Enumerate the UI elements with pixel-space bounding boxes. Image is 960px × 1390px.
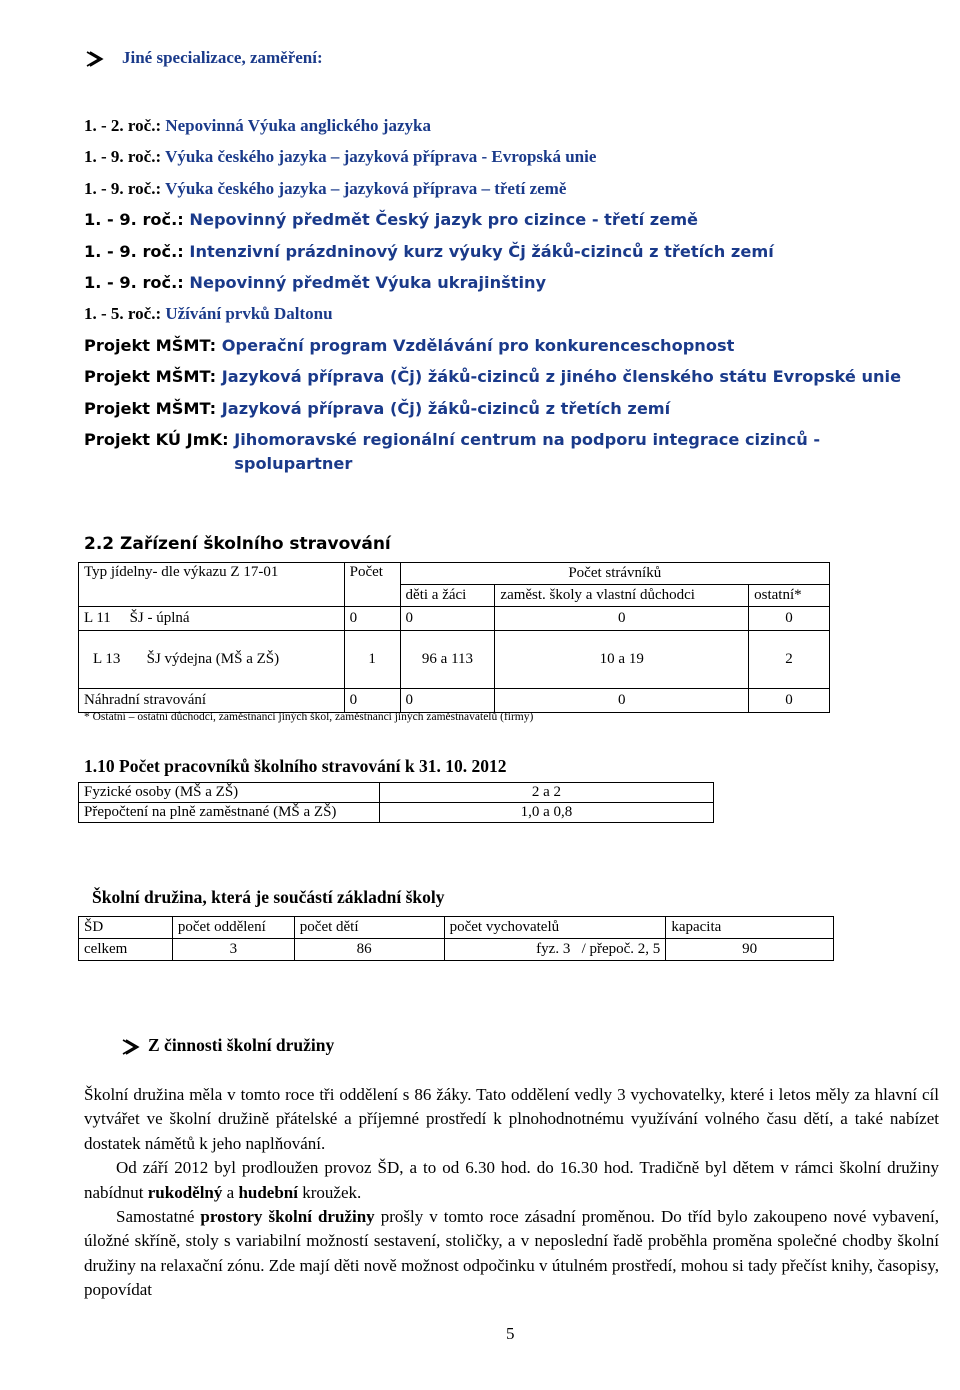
project-item: Projekt MŠMT: Jazyková příprava (Čj) žáků-cizinců z třetích zemí — [84, 398, 671, 418]
table-header-cell: počet oddělení — [172, 917, 294, 939]
section-heading-catering: 2.2 Zařízení školního stravování — [84, 534, 391, 554]
table-cell: 2 — [749, 631, 830, 689]
after-school-table — [78, 916, 834, 961]
table-cell: 96 a 113 — [400, 631, 495, 689]
section-heading-staff: 1.10 Počet pracovníků školního stravování k 31. 10. 2012 — [84, 756, 507, 776]
table-row — [79, 939, 834, 961]
table-cell: Fyzické osoby (MŠ a ZŠ) — [79, 783, 380, 803]
list-item: 1. - 9. roč.: Výuka českého jazyka – jazyková příprava – třetí země — [84, 178, 567, 198]
list-item: 1. - 9. roč.: Výuka českého jazyka – jazyková příprava - Evropská unie — [84, 147, 597, 167]
table-cell: 0 — [495, 689, 749, 713]
table-cell: 0 — [749, 689, 830, 713]
table-cell: L 11 ŠJ - úplná — [79, 607, 345, 631]
list-item: 1. - 2. roč.: Nepovinná Výuka anglického jazyka — [84, 116, 431, 135]
table-header-cell: kapacita — [666, 917, 834, 939]
table-cell: L 13 ŠJ výdejna (MŠ a ZŠ) — [79, 631, 345, 689]
catering-footnote: * Ostatní – ostatní důchodci, zaměstnanci jiných škol, zaměstnanci jiných zaměstnavatelů (firmy) — [84, 711, 534, 723]
table-header-cell: ŠD — [79, 917, 173, 939]
table-row — [79, 607, 830, 631]
paragraph: Samostatné prostory školní družiny prošly v tomto roce zásadní proměnou. Do tříd bylo zakoupeno nové vybavení, úložné skříně, stoly s variabilní možností sestavení, stoličky, a v neposlední řadě proběhla proměna společné chodby školní družiny na relaxační zónu. Zde mají děti nově možnost odpočinku v útulném prostředí, mohou si tady přečíst knihy, časopisy, popovídat — [84, 1207, 939, 1300]
project-item: Projekt MŠMT: Jazyková příprava (Čj) žáků-cizinců z jiného členského státu Evropské unie — [84, 367, 902, 387]
paragraph: Od září 2012 byl prodloužen provoz ŠD, a to od 6.30 hod. do 16.30 hod. Tradičně byl dětem v rámci školní družiny nabídnut rukodělný a hudební kroužek. — [84, 1158, 939, 1202]
table-cell: 1 — [344, 631, 400, 689]
table-cell: 0 — [495, 607, 749, 631]
chevron-bullet-icon — [120, 1038, 142, 1056]
list-item: 1. - 9. roč.: Nepovinný předmět Výuka ukrajinštiny — [84, 272, 547, 292]
table-cell: 0 — [400, 689, 495, 713]
table-cell: fyz. 3 / přepoč. 2, 5 — [444, 939, 666, 961]
list-item: 1. - 9. roč.: Intenzivní prázdninový kurz výuky Čj žáků-cizinců z třetích zemí — [84, 241, 774, 261]
catering-table — [78, 562, 830, 713]
table-header-cell: Typ jídelny- dle výkazu Z 17-01 — [79, 563, 345, 607]
table-cell: 0 — [344, 607, 400, 631]
table-cell: 3 — [172, 939, 294, 961]
table-header-cell: počet vychovatelů — [444, 917, 666, 939]
table-cell: 10 a 19 — [495, 631, 749, 689]
section-heading-activities: Z činnosti školní družiny — [148, 1035, 335, 1055]
staff-table — [78, 782, 714, 823]
page-number: 5 — [506, 1324, 515, 1343]
list-item: 1. - 5. roč.: Užívání prvků Daltonu — [84, 304, 333, 324]
table-cell: Náhradní stravování — [79, 689, 345, 713]
table-header-cell: ostatní* — [749, 585, 830, 607]
table-cell: 2 a 2 — [379, 783, 713, 803]
specializations-list — [84, 110, 901, 476]
chevron-bullet-icon — [84, 50, 106, 68]
table-cell: Přepočtení na plně zaměstnané (MŠ a ZŠ) — [79, 803, 380, 823]
table-header-cell: děti a žáci — [400, 585, 495, 607]
project-item: Projekt MŠMT: Operační program Vzdělávání pro konkurenceschopnost — [84, 335, 735, 355]
section-heading-specializations: Jiné specializace, zaměření: — [122, 48, 323, 67]
activities-text — [84, 1083, 939, 1303]
table-header-cell: Počet strávníků — [400, 563, 829, 585]
table-row — [79, 803, 714, 823]
table-header-cell: Počet — [344, 563, 400, 607]
table-row — [79, 917, 834, 939]
table-cell: 0 — [400, 607, 495, 631]
table-row — [79, 631, 830, 689]
table-header-cell: zaměst. školy a vlastní důchodci — [495, 585, 749, 607]
section-heading-after-school: Školní družina, která je součástí základní školy — [92, 887, 445, 907]
table-row — [79, 689, 830, 713]
table-cell: 86 — [294, 939, 444, 961]
table-cell: 0 — [749, 607, 830, 631]
table-cell: celkem — [79, 939, 173, 961]
table-header-cell: počet dětí — [294, 917, 444, 939]
table-cell: 1,0 a 0,8 — [379, 803, 713, 823]
table-cell: 0 — [344, 689, 400, 713]
paragraph: Školní družina měla v tomto roce tři oddělení s 86 žáky. Tato oddělení vedly 3 vychovatelky, které i letos měly za hlavní cíl vytvářet ve školní družině přátelské a příjemné prostředí k plnohodnotnému využívání volného času dětí, a také nabízet dostatek námětů k jeho naplňování. — [84, 1085, 939, 1153]
table-cell: 90 — [666, 939, 834, 961]
list-item: 1. - 9. roč.: Nepovinný předmět Český jazyk pro cizince - třetí země — [84, 210, 699, 230]
project-item: Projekt KÚ JmK: Jihomoravské regionální centrum na podporu integrace cizinců - spolupartner — [84, 429, 821, 473]
table-row — [79, 783, 714, 803]
